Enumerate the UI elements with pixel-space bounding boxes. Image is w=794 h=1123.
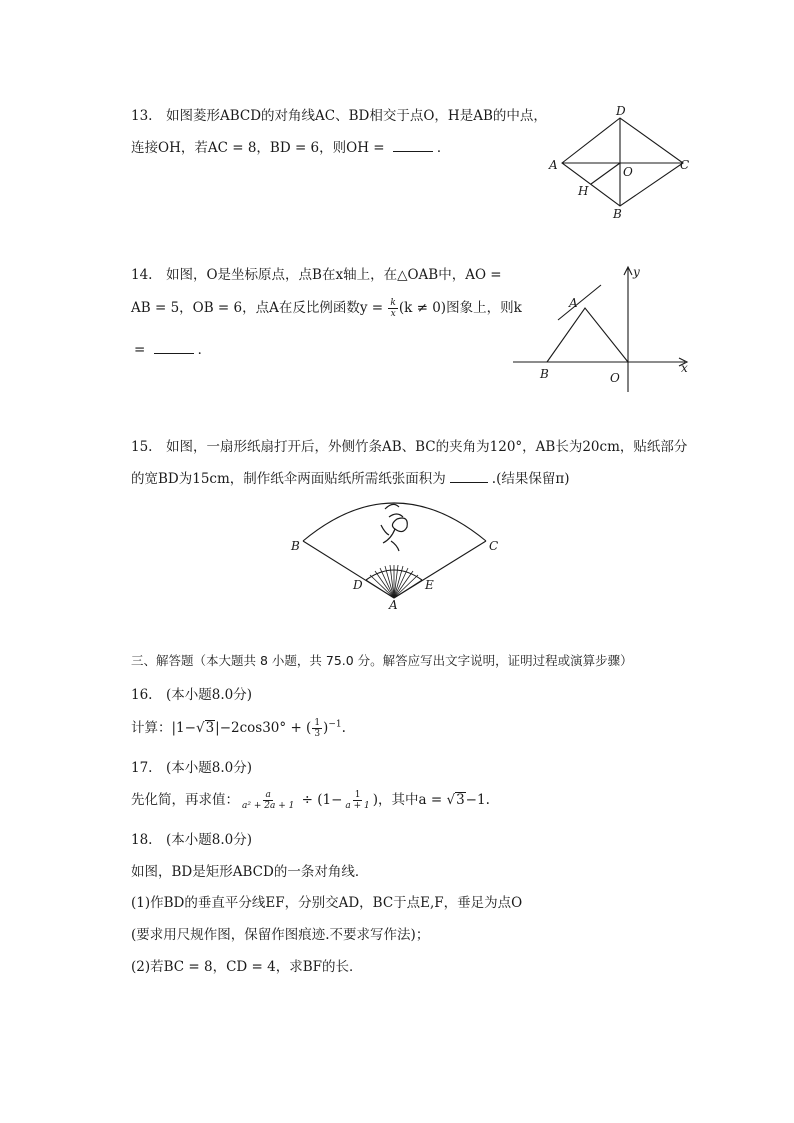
q15-answer-blank[interactable] xyxy=(450,470,488,483)
q13-label-H: H xyxy=(578,184,589,198)
q17-body-b: ÷ (1− xyxy=(297,792,343,808)
q15-label-C: C xyxy=(489,539,499,553)
q14-line2b: (k ≠ 0)图象上，则k xyxy=(398,300,522,316)
q18-line3: (要求用尺规作图，保留作图痕迹.不要求写作法)； xyxy=(131,927,430,943)
q13-line2 xyxy=(131,136,450,156)
q16-body-a: 计算：|1− xyxy=(131,720,196,736)
q13-end: ． xyxy=(436,140,451,156)
q16-end: . xyxy=(341,720,346,736)
q14-label-y: y xyxy=(633,265,640,279)
q13-line2-text: 连接OH，若AC = 8，BD = 6，则OH = xyxy=(131,140,389,156)
q14-label-x: x xyxy=(681,361,688,375)
q13-line1: 13. 如图菱形ABCD的对角线AC、BD相交于点O，H是AB的中点， xyxy=(131,108,547,124)
section3-heading: 三、解答题（本大题共 8 小题，共 75.0 分。解答应写出文字说明，证明过程或演算步骤） xyxy=(131,653,633,668)
q17-frac1-num: a xyxy=(265,790,271,800)
q16-frac-den: 3 xyxy=(314,729,321,739)
q13-label-D: D xyxy=(616,104,626,118)
q14-answer-blank[interactable] xyxy=(154,341,194,354)
q17-body-a: 先化简，再求值： xyxy=(131,792,239,808)
q14-label-A: A xyxy=(569,296,578,310)
q17-frac1-den: a² + 2a + 1 xyxy=(242,801,295,811)
q16-body-b: |−2cos30° + ( xyxy=(215,720,312,736)
q17-title: 17. (本小题8.0分) xyxy=(131,760,252,776)
q13-label-A: A xyxy=(549,158,558,172)
q15-line2a: 的宽BD为15cm，制作纸伞两面贴纸所需纸张面积为 xyxy=(131,471,446,487)
q15-label-D: D xyxy=(353,578,363,592)
q16-title: 16. (本小题8.0分) xyxy=(131,687,252,703)
q13-rhombus-figure xyxy=(540,100,700,225)
q15-line2b: .(结果保留π) xyxy=(491,471,570,487)
q14-line3-text: = xyxy=(134,342,150,358)
q15-label-A: A xyxy=(389,598,398,612)
q18-line2: (1)作BD的垂直平分线EF，分别交AD，BC于点E,F，垂足为点O xyxy=(131,895,523,911)
q14-frac-num: k xyxy=(390,298,396,308)
q14-frac-den: x xyxy=(390,309,396,319)
q15-label-B: B xyxy=(291,539,300,553)
q17-body xyxy=(131,788,490,811)
q14-line2 xyxy=(131,296,522,319)
q14-end: ． xyxy=(197,342,212,358)
q13-label-B: B xyxy=(613,207,622,221)
q14-line2a: AB = 5，OB = 6，点A在反比例函数y = xyxy=(131,300,388,316)
q16-frac-num: 1 xyxy=(314,718,321,728)
q16-body xyxy=(131,716,346,739)
q17-body-c: )，其中a = xyxy=(372,792,447,808)
q17-sqrt: √ 3 xyxy=(446,792,465,808)
q13-label-O: O xyxy=(623,165,633,179)
q16-fraction xyxy=(312,718,322,739)
q15-fan-figure xyxy=(285,485,510,615)
q16-sqrt: √ 3 xyxy=(195,720,215,736)
q16-body-c: ) xyxy=(323,720,329,736)
q15-label-E: E xyxy=(425,578,434,592)
q14-coordinate-figure xyxy=(505,258,700,398)
q17-sqrt-value: 3 xyxy=(456,792,465,808)
q17-frac2-num: 1 xyxy=(354,790,361,800)
q16-sqrt-value: 3 xyxy=(205,720,215,736)
q17-frac2-den: a + 1 xyxy=(345,801,370,811)
q18-line1: 如图，BD是矩形ABCD的一条对角线． xyxy=(131,864,369,880)
flower-decoration xyxy=(381,504,407,551)
q14-line1: 14. 如图，O是坐标原点，点B在x轴上，在△OAB中，AO = xyxy=(131,267,502,283)
q15-line2 xyxy=(131,467,570,487)
q13-answer-blank[interactable] xyxy=(393,139,433,152)
q15-line1: 15. 如图，一扇形纸扇打开后，外侧竹条AB、BC的夹角为120°，AB长为20cm，贴纸部分 xyxy=(131,439,688,455)
q18-line4: (2)若BC = 8，CD = 4，求BF的长． xyxy=(131,959,363,975)
q13-label-C: C xyxy=(680,158,690,172)
q17-fraction-1 xyxy=(240,790,296,811)
q14-fraction xyxy=(388,298,397,319)
q17-fraction-2 xyxy=(343,790,371,811)
q16-exponent: −1 xyxy=(328,719,342,730)
q18-title: 18. (本小题8.0分) xyxy=(131,832,252,848)
q14-label-O: O xyxy=(610,371,620,385)
q14-label-B: B xyxy=(540,367,549,381)
q17-body-d: −1. xyxy=(465,792,490,808)
q14-line3 xyxy=(134,338,211,358)
